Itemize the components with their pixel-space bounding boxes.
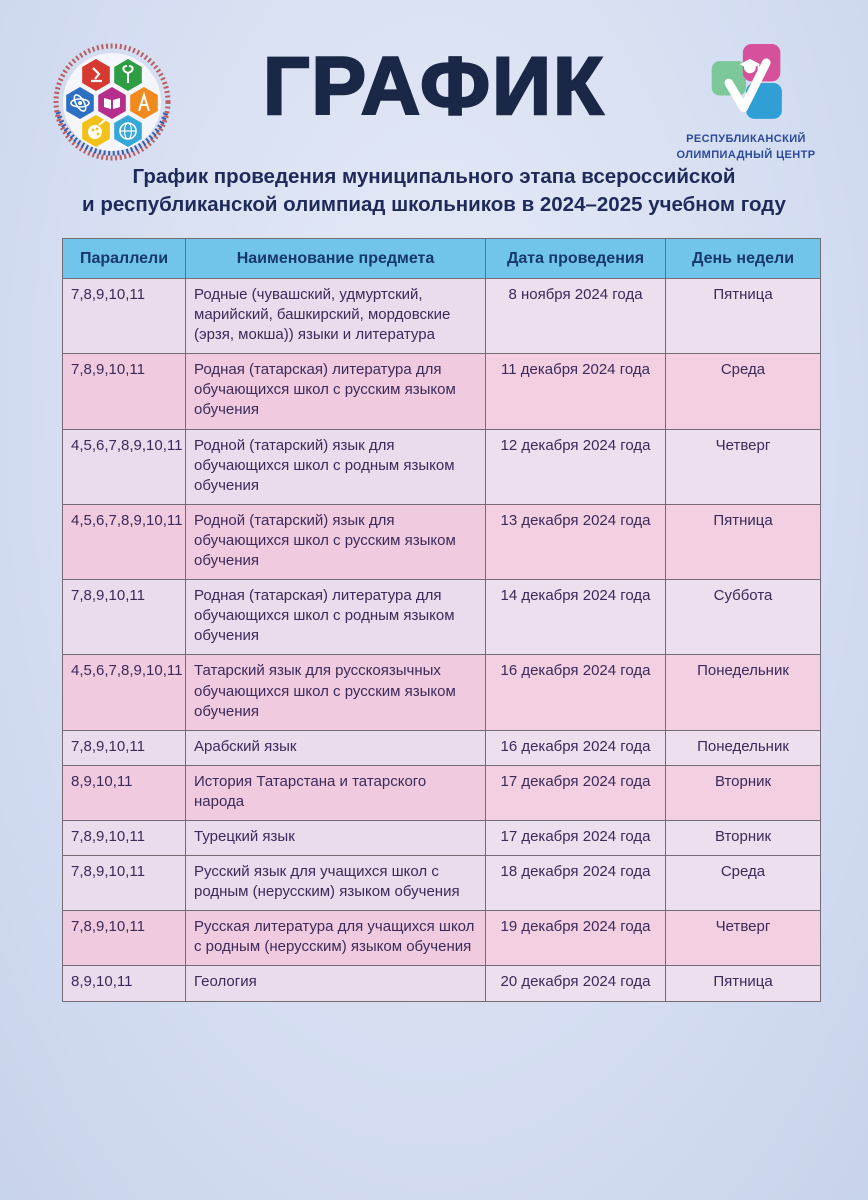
day-cell: Среда: [666, 354, 821, 429]
grades-cell: 7,8,9,10,11: [63, 856, 186, 911]
subtitle-line2: и республиканской олимпиад школьников в 2024–2025 учебном году: [82, 192, 786, 216]
header-subject: Наименование предмета: [186, 239, 486, 279]
day-cell: Понедельник: [666, 655, 821, 730]
subject-cell: Родная (татарская) литература для обучающихся школ с русским языком обучения: [186, 354, 486, 429]
date-cell: 13 декабря 2024 года: [486, 504, 666, 579]
date-cell: 19 декабря 2024 года: [486, 911, 666, 966]
grades-cell: 8,9,10,11: [63, 966, 186, 1001]
date-cell: 12 декабря 2024 года: [486, 429, 666, 504]
olympiad-center-mark-icon: [707, 42, 785, 124]
subject-cell: Татарский язык для русскоязычных обучающихся школ с русским языком обучения: [186, 655, 486, 730]
day-cell: Вторник: [666, 765, 821, 820]
subject-cell: Родной (татарский) язык для обучающихся школ с родным языком обучения: [186, 429, 486, 504]
day-cell: Пятница: [666, 966, 821, 1001]
subject-cell: История Татарстана и татарского народа: [186, 765, 486, 820]
grades-cell: 4,5,6,7,8,9,10,11: [63, 429, 186, 504]
day-cell: Пятница: [666, 279, 821, 354]
subject-cell: Родной (татарский) язык для обучающихся школ с русским языком обучения: [186, 504, 486, 579]
table-row: [63, 504, 821, 579]
grades-cell: 7,8,9,10,11: [63, 730, 186, 765]
subject-cell: Геология: [186, 966, 486, 1001]
olympiad-center-logo: [666, 42, 826, 164]
grades-cell: 7,8,9,10,11: [63, 354, 186, 429]
header: [0, 0, 868, 160]
date-cell: 17 декабря 2024 года: [486, 820, 666, 855]
header-date: Дата проведения: [486, 239, 666, 279]
day-cell: Среда: [666, 856, 821, 911]
table-row: [63, 966, 821, 1001]
table-row: [63, 765, 821, 820]
table-header-row: [63, 239, 821, 279]
grades-cell: 7,8,9,10,11: [63, 580, 186, 655]
day-cell: Четверг: [666, 911, 821, 966]
schedule-table-container: [62, 238, 820, 1002]
date-cell: 18 декабря 2024 года: [486, 856, 666, 911]
day-cell: Пятница: [666, 504, 821, 579]
subtitle-line1: График проведения муниципального этапа всероссийской: [132, 165, 736, 188]
schedule-table: [62, 238, 821, 1002]
page-title: ГРАФИК: [262, 41, 606, 132]
olympiad-center-caption-line1: РЕСПУБЛИКАНСКИЙ: [686, 133, 806, 145]
subject-cell: Родная (татарская) литература для обучающихся школ с родным языком обучения: [186, 580, 486, 655]
subject-cell: Родные (чувашский, удмуртский, марийский, башкирский, мордовские (эрзя, мокша)) языки и литература: [186, 279, 486, 354]
table-row: [63, 655, 821, 730]
table-row: [63, 429, 821, 504]
date-cell: 11 декабря 2024 года: [486, 354, 666, 429]
subject-cell: Турецкий язык: [186, 820, 486, 855]
table-row: [63, 856, 821, 911]
grades-cell: 7,8,9,10,11: [63, 911, 186, 966]
grades-cell: 8,9,10,11: [63, 765, 186, 820]
date-cell: 17 декабря 2024 года: [486, 765, 666, 820]
table-row: [63, 279, 821, 354]
subject-cell: Русский язык для учащихся школ с родным (нерусским) языком обучения: [186, 856, 486, 911]
day-cell: Суббота: [666, 580, 821, 655]
date-cell: 16 декабря 2024 года: [486, 730, 666, 765]
table-row: [63, 580, 821, 655]
olympiad-center-caption: [666, 132, 826, 164]
subject-cell: Русская литература для учащихся школ с родным (нерусским) языком обучения: [186, 911, 486, 966]
day-cell: Вторник: [666, 820, 821, 855]
table-row: [63, 820, 821, 855]
date-cell: 16 декабря 2024 года: [486, 655, 666, 730]
day-cell: Понедельник: [666, 730, 821, 765]
day-cell: Четверг: [666, 429, 821, 504]
header-grades: Параллели: [63, 239, 186, 279]
grades-cell: 4,5,6,7,8,9,10,11: [63, 504, 186, 579]
grades-cell: 7,8,9,10,11: [63, 279, 186, 354]
olympiad-center-caption-line2: ОЛИМПИАДНЫЙ ЦЕНТР: [676, 148, 816, 161]
table-row: [63, 730, 821, 765]
subject-cell: Арабский язык: [186, 730, 486, 765]
header-day: День недели: [666, 239, 821, 279]
grades-cell: 4,5,6,7,8,9,10,11: [63, 655, 186, 730]
grades-cell: 7,8,9,10,11: [63, 820, 186, 855]
date-cell: 14 декабря 2024 года: [486, 580, 666, 655]
table-row: [63, 911, 821, 966]
date-cell: 8 ноября 2024 года: [486, 279, 666, 354]
table-row: [63, 354, 821, 429]
document-subtitle: [0, 163, 868, 218]
date-cell: 20 декабря 2024 года: [486, 966, 666, 1001]
